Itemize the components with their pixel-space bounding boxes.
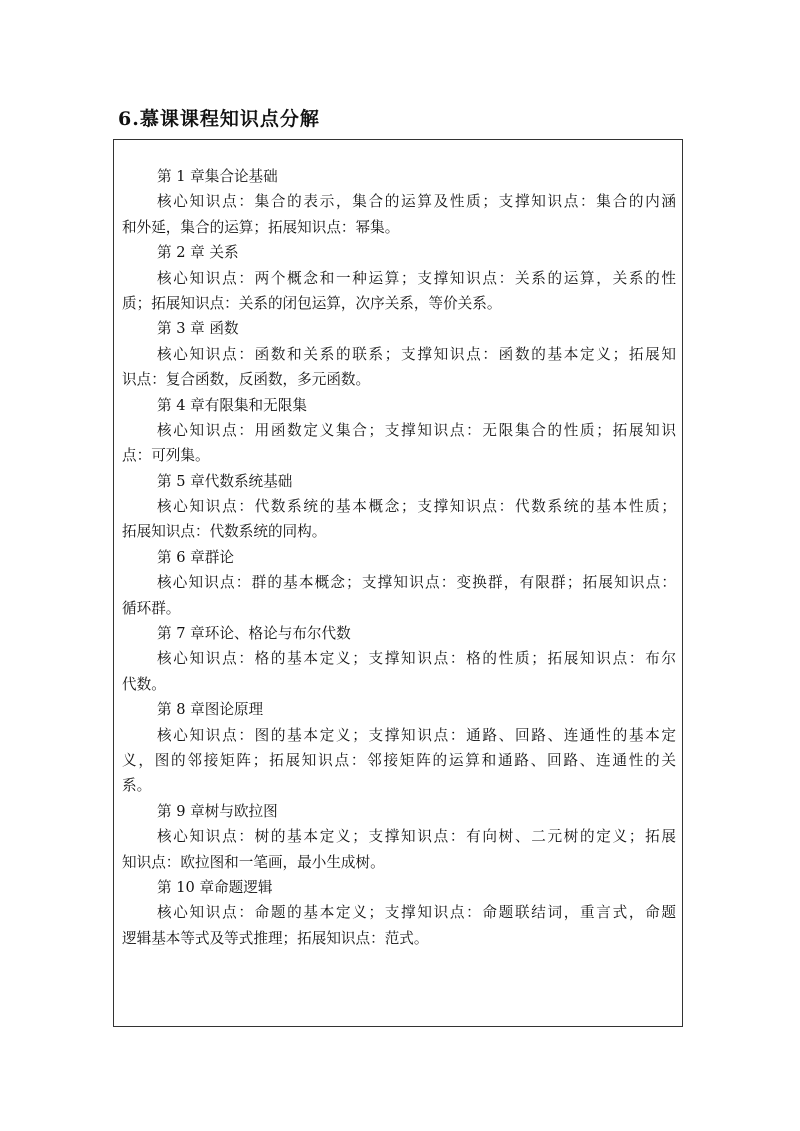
text-line: 质；拓展知识点：关系的闭包运算，次序关系，等价关系。 xyxy=(122,294,502,312)
section-title: 6.慕课课程知识点分解 xyxy=(118,108,320,130)
knowledge-points-text xyxy=(122,164,676,951)
chapter-heading: 第 1 章集合论基础 xyxy=(157,168,278,185)
text-line: 核心知识点：格的基本定义；支撑知识点：格的性质；拓展知识点：布尔 xyxy=(157,650,676,668)
text-line: 系。 xyxy=(122,777,152,795)
text-line: 核心知识点：用函数定义集合；支撑知识点：无限集合的性质；拓展知识 xyxy=(157,421,676,439)
chapter-heading: 第 8 章图论原理 xyxy=(157,701,264,719)
chapter-heading: 第 7 章环论、格论与布尔代数 xyxy=(157,625,351,643)
text-line: 核心知识点：代数系统的基本概念；支撑知识点：代数系统的基本性质； xyxy=(157,498,676,516)
text-line: 核心知识点：图的基本定义；支撑知识点：通路、回路、连通性的基本定 xyxy=(157,726,676,744)
text-line: 和外延，集合的运算；拓展知识点：幂集。 xyxy=(122,218,400,236)
text-line: 核心知识点：集合的表示，集合的运算及性质；支撑知识点：集合的内涵 xyxy=(157,193,676,211)
text-line: 代数。 xyxy=(122,675,166,693)
text-line: 义，图的邻接矩阵；拓展知识点：邻接矩阵的运算和通路、回路、连通性的关 xyxy=(122,751,676,769)
chapter-heading: 第 4 章有限集和无限集 xyxy=(157,396,307,414)
text-line: 点：可列集。 xyxy=(122,447,210,465)
chapter-heading: 第 10 章命题逻辑 xyxy=(157,878,273,896)
text-line: 识点：复合函数，反函数，多元函数。 xyxy=(122,371,371,389)
text-line: 核心知识点：命题的基本定义；支撑知识点：命题联结词，重言式，命题 xyxy=(157,904,676,922)
text-line: 循环群。 xyxy=(122,599,181,617)
chapter-heading: 第 6 章群论 xyxy=(157,548,234,566)
text-line: 核心知识点：函数和关系的联系；支撑知识点：函数的基本定义；拓展知 xyxy=(157,345,676,363)
chapter-heading: 第 5 章代数系统基础 xyxy=(157,472,293,490)
knowledge-points-box xyxy=(113,139,683,1027)
text-line: 核心知识点：两个概念和一种运算；支撑知识点：关系的运算，关系的性 xyxy=(157,269,676,287)
chapter-heading: 第 3 章 函数 xyxy=(157,320,239,338)
text-line: 核心知识点：树的基本定义；支撑知识点：有向树、二元树的定义；拓展 xyxy=(157,828,676,846)
chapter-heading: 第 9 章树与欧拉图 xyxy=(157,802,278,820)
text-line: 核心知识点：群的基本概念；支撑知识点：变换群，有限群；拓展知识点： xyxy=(157,574,676,592)
text-line: 拓展知识点：代数系统的同构。 xyxy=(122,523,327,541)
chapter-heading: 第 2 章 关系 xyxy=(157,244,239,262)
text-line: 逻辑基本等式及等式推理；拓展知识点：范式。 xyxy=(122,929,429,947)
text-line: 知识点：欧拉图和一笔画，最小生成树。 xyxy=(122,853,385,871)
